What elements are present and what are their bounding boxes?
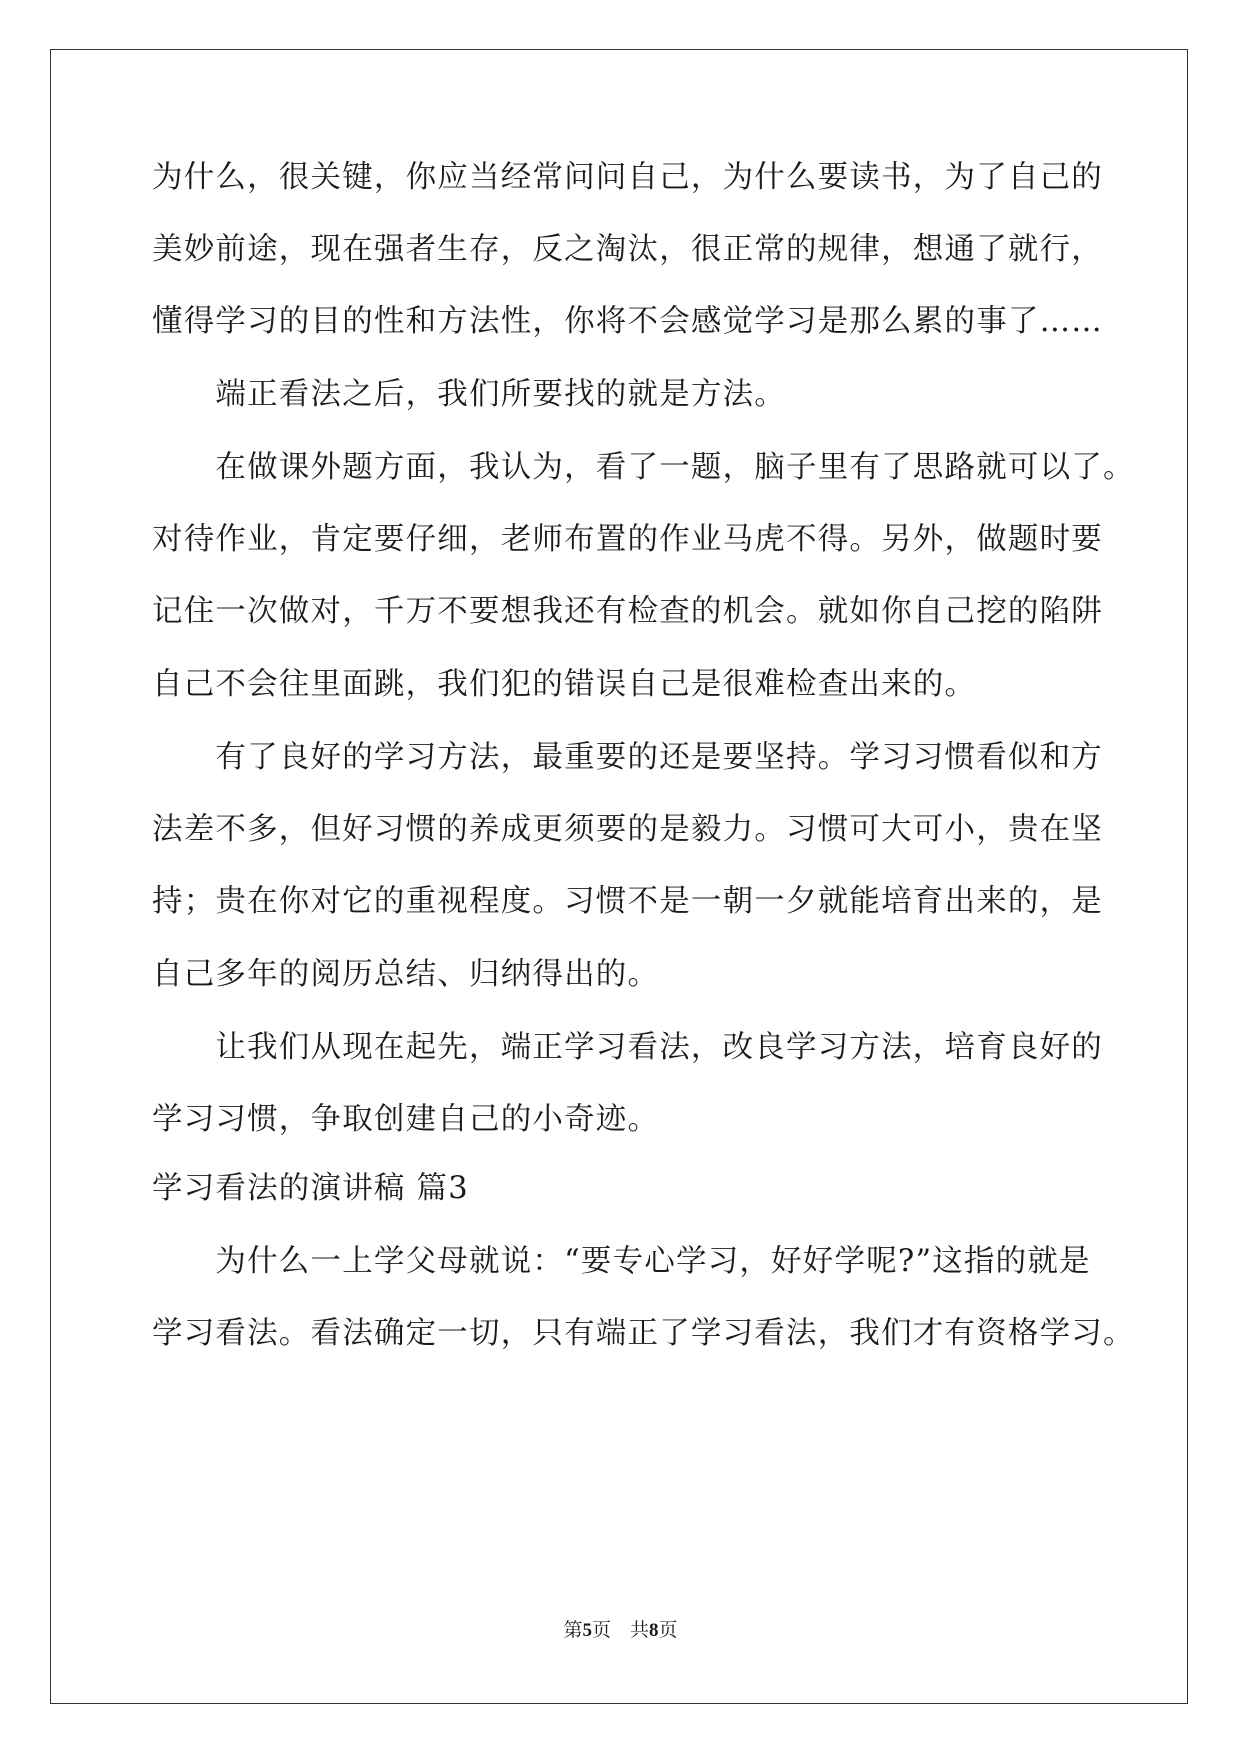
text-line: 学习习惯，争取创建自己的小奇迹。 — [152, 1102, 660, 1137]
text-line: 端正看法之后，我们所要找的就是方法。 — [152, 377, 786, 412]
text-line: 有了良好的学习方法，最重要的还是要坚持。学习习惯看似和方 — [152, 740, 1103, 775]
total-page-count: 8 — [649, 1620, 659, 1641]
current-page-number: 5 — [582, 1620, 592, 1641]
text-line: 法差不多，但好习惯的养成更须要的是毅力。习惯可大可小，贵在坚 — [152, 812, 1103, 847]
footer-prefix: 第 — [563, 1619, 583, 1641]
text-line: 美妙前途，现在强者生存，反之淘汰，很正常的规律，想通了就行， — [152, 232, 1103, 267]
text-line: 记住一次做对，千万不要想我还有检查的机会。就如你自己挖的陷阱 — [152, 594, 1103, 629]
footer-suffix: 页 — [658, 1619, 678, 1641]
text-line: 持；贵在你对它的重视程度。习惯不是一朝一夕就能培育出来的，是 — [152, 884, 1103, 919]
text-line: 自己多年的阅历总结、归纳得出的。 — [152, 957, 660, 992]
text-line: 为什么，很关键，你应当经常问问自己，为什么要读书，为了自己的 — [152, 160, 1103, 195]
footer-middle: 页 共 — [591, 1619, 649, 1641]
text-line: 为什么一上学父母就说：“要专心学习，好好学呢?”这指的就是 — [152, 1244, 1091, 1279]
text-line: 让我们从现在起先，端正学习看法，改良学习方法，培育良好的 — [152, 1030, 1103, 1065]
text-line: 学习看法。看法确定一切，只有端正了学习看法，我们才有资格学习。 — [152, 1316, 1135, 1351]
page-footer — [0, 1618, 1241, 1643]
section-heading: 学习看法的演讲稿 篇3 — [152, 1171, 469, 1206]
text-line: 自己不会往里面跳，我们犯的错误自己是很难检查出来的。 — [152, 667, 977, 702]
page-border — [50, 49, 1188, 1704]
text-line: 懂得学习的目的性和方法性，你将不会感觉学习是那么累的事了…… — [152, 304, 1103, 339]
text-line: 在做课外题方面，我认为，看了一题，脑子里有了思路就可以了。 — [152, 450, 1135, 485]
text-line: 对待作业，肯定要仔细，老师布置的作业马虎不得。另外，做题时要 — [152, 522, 1103, 557]
